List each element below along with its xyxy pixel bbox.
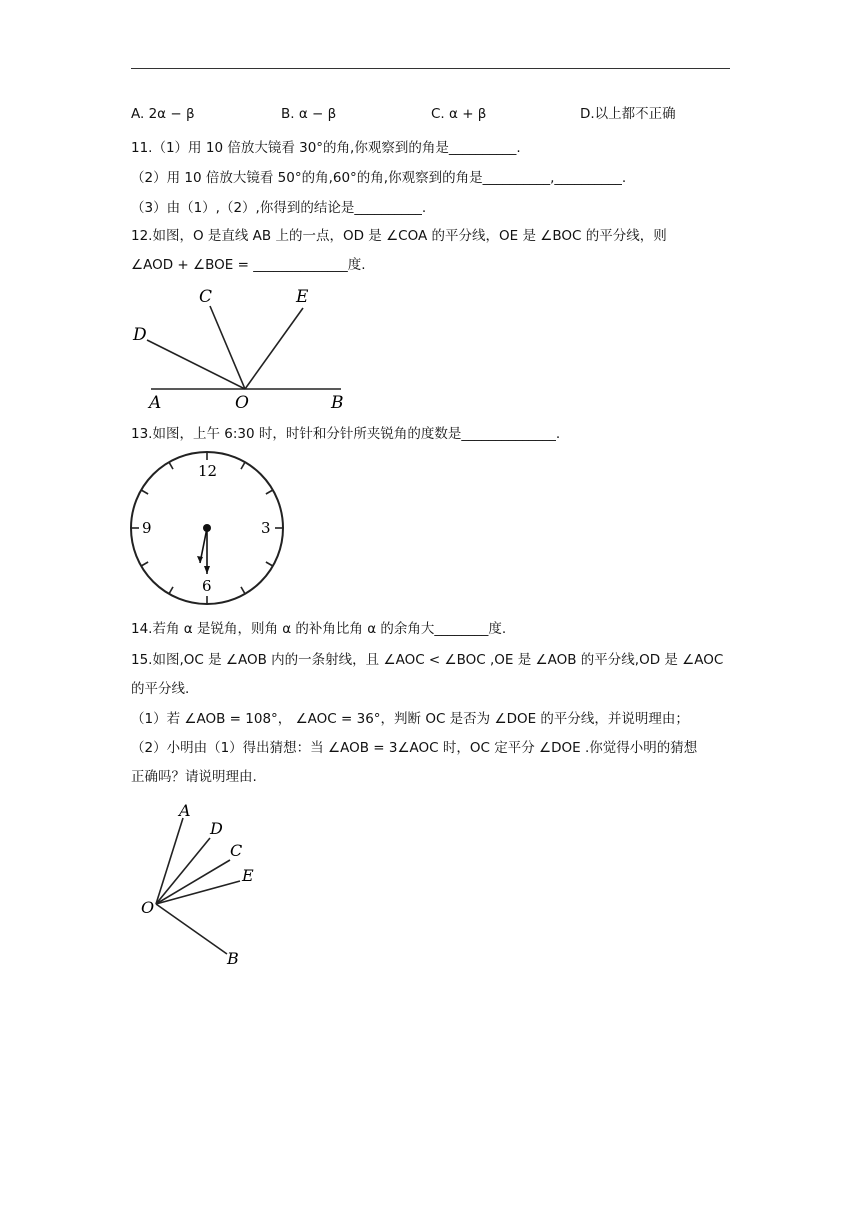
label-c: C xyxy=(230,841,243,860)
q15-line5: 正确吗？请说明理由. xyxy=(131,769,257,785)
q12-line1: 12.如图，O 是直线 AB 上的一点，OD 是 ∠COA 的平分线，OE 是 ∠BOC 的平分线，则 xyxy=(131,228,667,244)
clock-number-6: 6 xyxy=(202,577,212,595)
ray-oe xyxy=(156,881,240,904)
clock-number-12: 12 xyxy=(198,462,218,480)
q15-line1: 15.如图,OC 是 ∠AOB 内的一条射线，且 ∠AOC < ∠BOC ,OE 是 ∠AOB 的平分线,OD 是 ∠AOC xyxy=(131,652,724,668)
q12-line2: ∠AOD + ∠BOE = ______________度. xyxy=(131,257,366,273)
ray-oc xyxy=(210,306,245,389)
label-o: O xyxy=(141,898,155,917)
label-a: A xyxy=(179,801,191,820)
q11-line1: 11.（1）用 10 倍放大镜看 30°的角,你观察到的角是__________. xyxy=(131,140,521,156)
clock-number-9: 9 xyxy=(142,519,152,537)
label-d: D xyxy=(133,325,147,345)
q11-line3: （3）由（1）,（2）,你得到的结论是__________. xyxy=(131,200,427,216)
option-c: C. α + β xyxy=(431,106,487,122)
label-c: C xyxy=(199,287,213,307)
option-a: A. 2α − β xyxy=(131,106,195,122)
clock-number-3: 3 xyxy=(261,519,271,537)
label-e: E xyxy=(296,287,309,307)
q15-line4: （2）小明由（1）得出猜想：当 ∠AOB = 3∠AOC 时，OC 定平分 ∠DOE .你觉得小明的猜想 xyxy=(131,740,698,756)
q13-line1: 13.如图，上午 6:30 时，时针和分针所夹锐角的度数是______________. xyxy=(131,426,561,442)
q13-clock-figure xyxy=(128,448,288,608)
option-b: B. α − β xyxy=(281,106,337,122)
label-o: O xyxy=(235,393,249,413)
ray-oe xyxy=(245,308,303,389)
ray-od xyxy=(147,340,245,389)
header-rule xyxy=(131,68,730,69)
q11-line2: （2）用 10 倍放大镜看 50°的角,60°的角,你观察到的角是__________,__________. xyxy=(131,170,627,186)
q15-ray-figure xyxy=(135,796,265,976)
label-d: D xyxy=(210,819,223,838)
label-b: B xyxy=(227,949,239,968)
ray-od xyxy=(156,838,210,904)
option-d: D.以上都不正确 xyxy=(580,106,676,122)
label-b: B xyxy=(331,393,344,413)
q15-line3: （1）若 ∠AOB = 108°， ∠AOC = 36°，判断 OC 是否为 ∠DOE 的平分线，并说明理由； xyxy=(131,711,689,727)
label-e: E xyxy=(242,866,254,885)
label-a: A xyxy=(149,393,162,413)
ray-ob xyxy=(156,904,227,954)
q15-line2: 的平分线. xyxy=(131,681,190,697)
q12-angle-figure xyxy=(125,282,355,414)
q14-line1: 14.若角 α 是锐角，则角 α 的补角比角 α 的余角大________度. xyxy=(131,621,507,637)
